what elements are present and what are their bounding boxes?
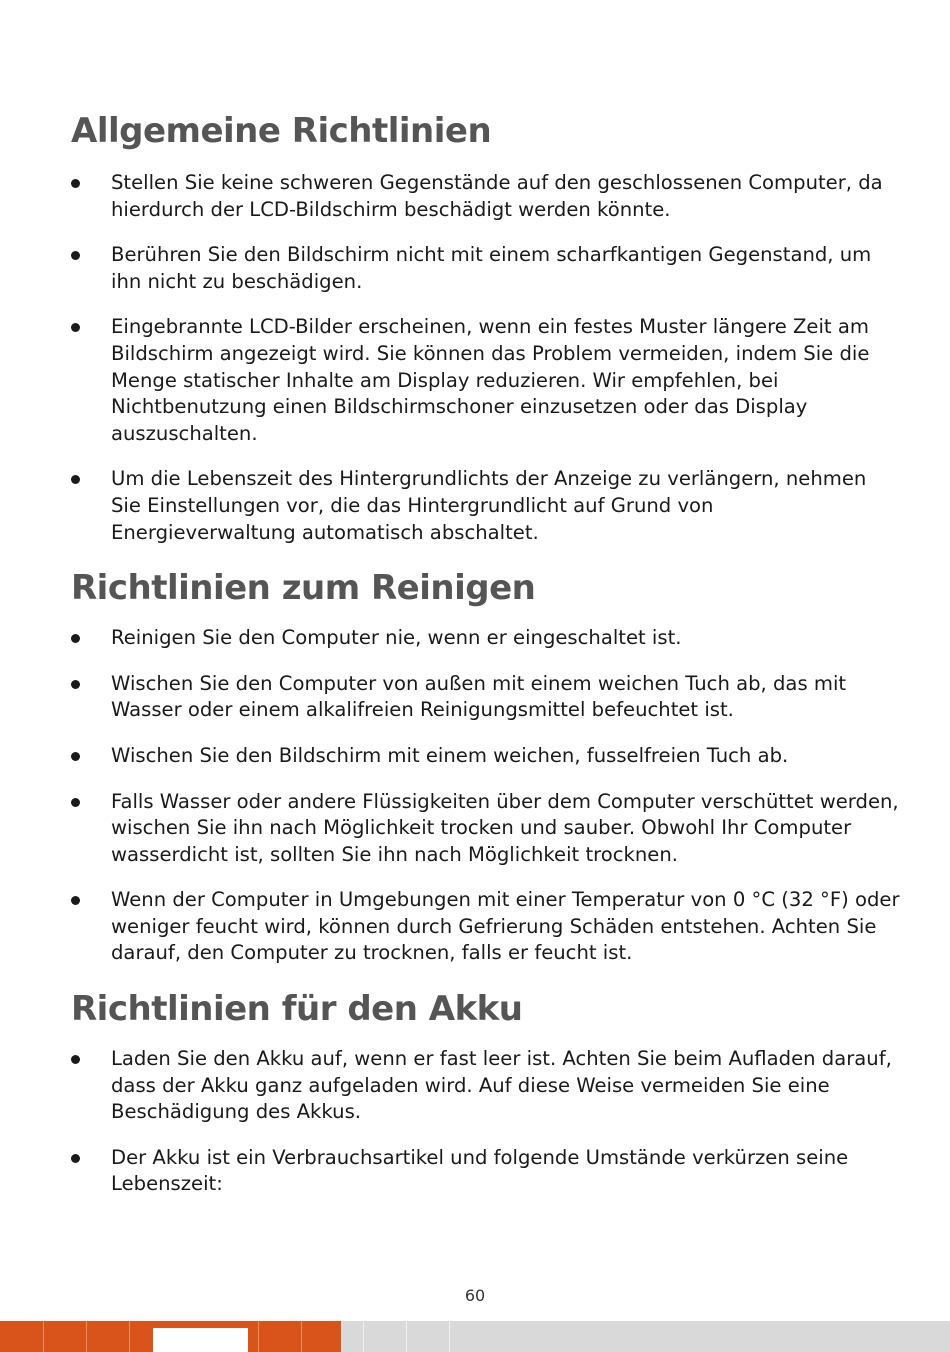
footer-page-tab [153, 1328, 248, 1352]
bullet-icon [71, 1154, 80, 1163]
page-number: 60 [464, 1286, 486, 1305]
bullet-icon [71, 1055, 80, 1064]
section-title-battery: Richtlinien für den Akku [71, 989, 523, 1030]
footer-divider [449, 1321, 450, 1352]
list-item: Wenn der Computer in Umgebungen mit einer Temperatur von 0 °C (32 °F) oder weniger feucht wird, können durch Gefrierung Schäden entstehen. Achten Sie darauf, den Computer zu trocknen, falls er feucht ist. [71, 887, 901, 967]
list-item: Wischen Sie den Computer von außen mit einem weichen Tuch ab, das mit Wasser oder einem alkalifreien Reinigungsmittel befeuchtet ist. [71, 671, 901, 724]
bullet-icon [71, 634, 80, 643]
bullet-icon [71, 475, 80, 484]
footer-divider [129, 1321, 130, 1352]
list-item: Der Akku ist ein Verbrauchsartikel und folgende Umstände verkürzen seine Lebenszeit: [71, 1145, 901, 1198]
bullet-icon [71, 752, 80, 761]
footer-bar [0, 1321, 950, 1352]
section-title-cleaning: Richtlinien zum Reinigen [71, 568, 536, 609]
list-item: Laden Sie den Akku auf, wenn er fast leer ist. Achten Sie beim Aufladen darauf, dass der Akku ganz aufgeladen wird. Auf diese Weise vermeiden Sie eine Beschädigung des Akkus. [71, 1046, 901, 1126]
footer-divider [258, 1321, 259, 1352]
section-title-general: Allgemeine Richtlinien [71, 111, 492, 151]
footer-divider [43, 1321, 44, 1352]
bullet-icon [71, 680, 80, 689]
bullet-icon [71, 896, 80, 905]
battery-guidelines-list [71, 1046, 901, 1198]
footer-divider [86, 1321, 87, 1352]
general-guidelines-list [71, 170, 901, 546]
cleaning-guidelines-list [71, 625, 901, 967]
footer-divider [406, 1321, 407, 1352]
list-item: Reinigen Sie den Computer nie, wenn er eingeschaltet ist. [71, 625, 901, 652]
footer-divider [301, 1321, 302, 1352]
footer-gray-block [341, 1321, 950, 1352]
list-item: Stellen Sie keine schweren Gegenstände auf den geschlossenen Computer, da hierdurch der LCD-Bildschirm beschädigt werden könnte. [71, 170, 901, 223]
bullet-icon [71, 323, 80, 332]
footer-divider [363, 1321, 364, 1352]
bullet-icon [71, 798, 80, 807]
list-item: Falls Wasser oder andere Flüssigkeiten über dem Computer verschüttet werden, wischen Sie ihn nach Möglichkeit trocken und sauber. Obwohl Ihr Computer wasserdicht ist, sollten Sie ihn nach Möglichkeit trocknen. [71, 789, 901, 869]
list-item: Wischen Sie den Bildschirm mit einem weichen, fusselfreien Tuch ab. [71, 743, 901, 770]
list-item: Um die Lebenszeit des Hintergrundlichts der Anzeige zu verlängern, nehmen Sie Einstellungen vor, die das Hintergrundlicht auf Grund von Energieverwaltung automatisch abschaltet. [71, 466, 901, 546]
document-body [71, 108, 901, 1217]
bullet-icon [71, 179, 80, 188]
list-item: Berühren Sie den Bildschirm nicht mit einem scharfkantigen Gegenstand, um ihn nicht zu beschädigen. [71, 242, 901, 295]
list-item: Eingebrannte LCD-Bilder erscheinen, wenn ein festes Muster längere Zeit am Bildschirm angezeigt wird. Sie können das Problem vermeiden, indem Sie die Menge statischer Inhalte am Display reduzieren. Wir empfehlen, bei Nichtbenutzung einen Bildschirmschoner einzusetzen oder das Display auszuschalten. [71, 314, 901, 447]
bullet-icon [71, 251, 80, 260]
